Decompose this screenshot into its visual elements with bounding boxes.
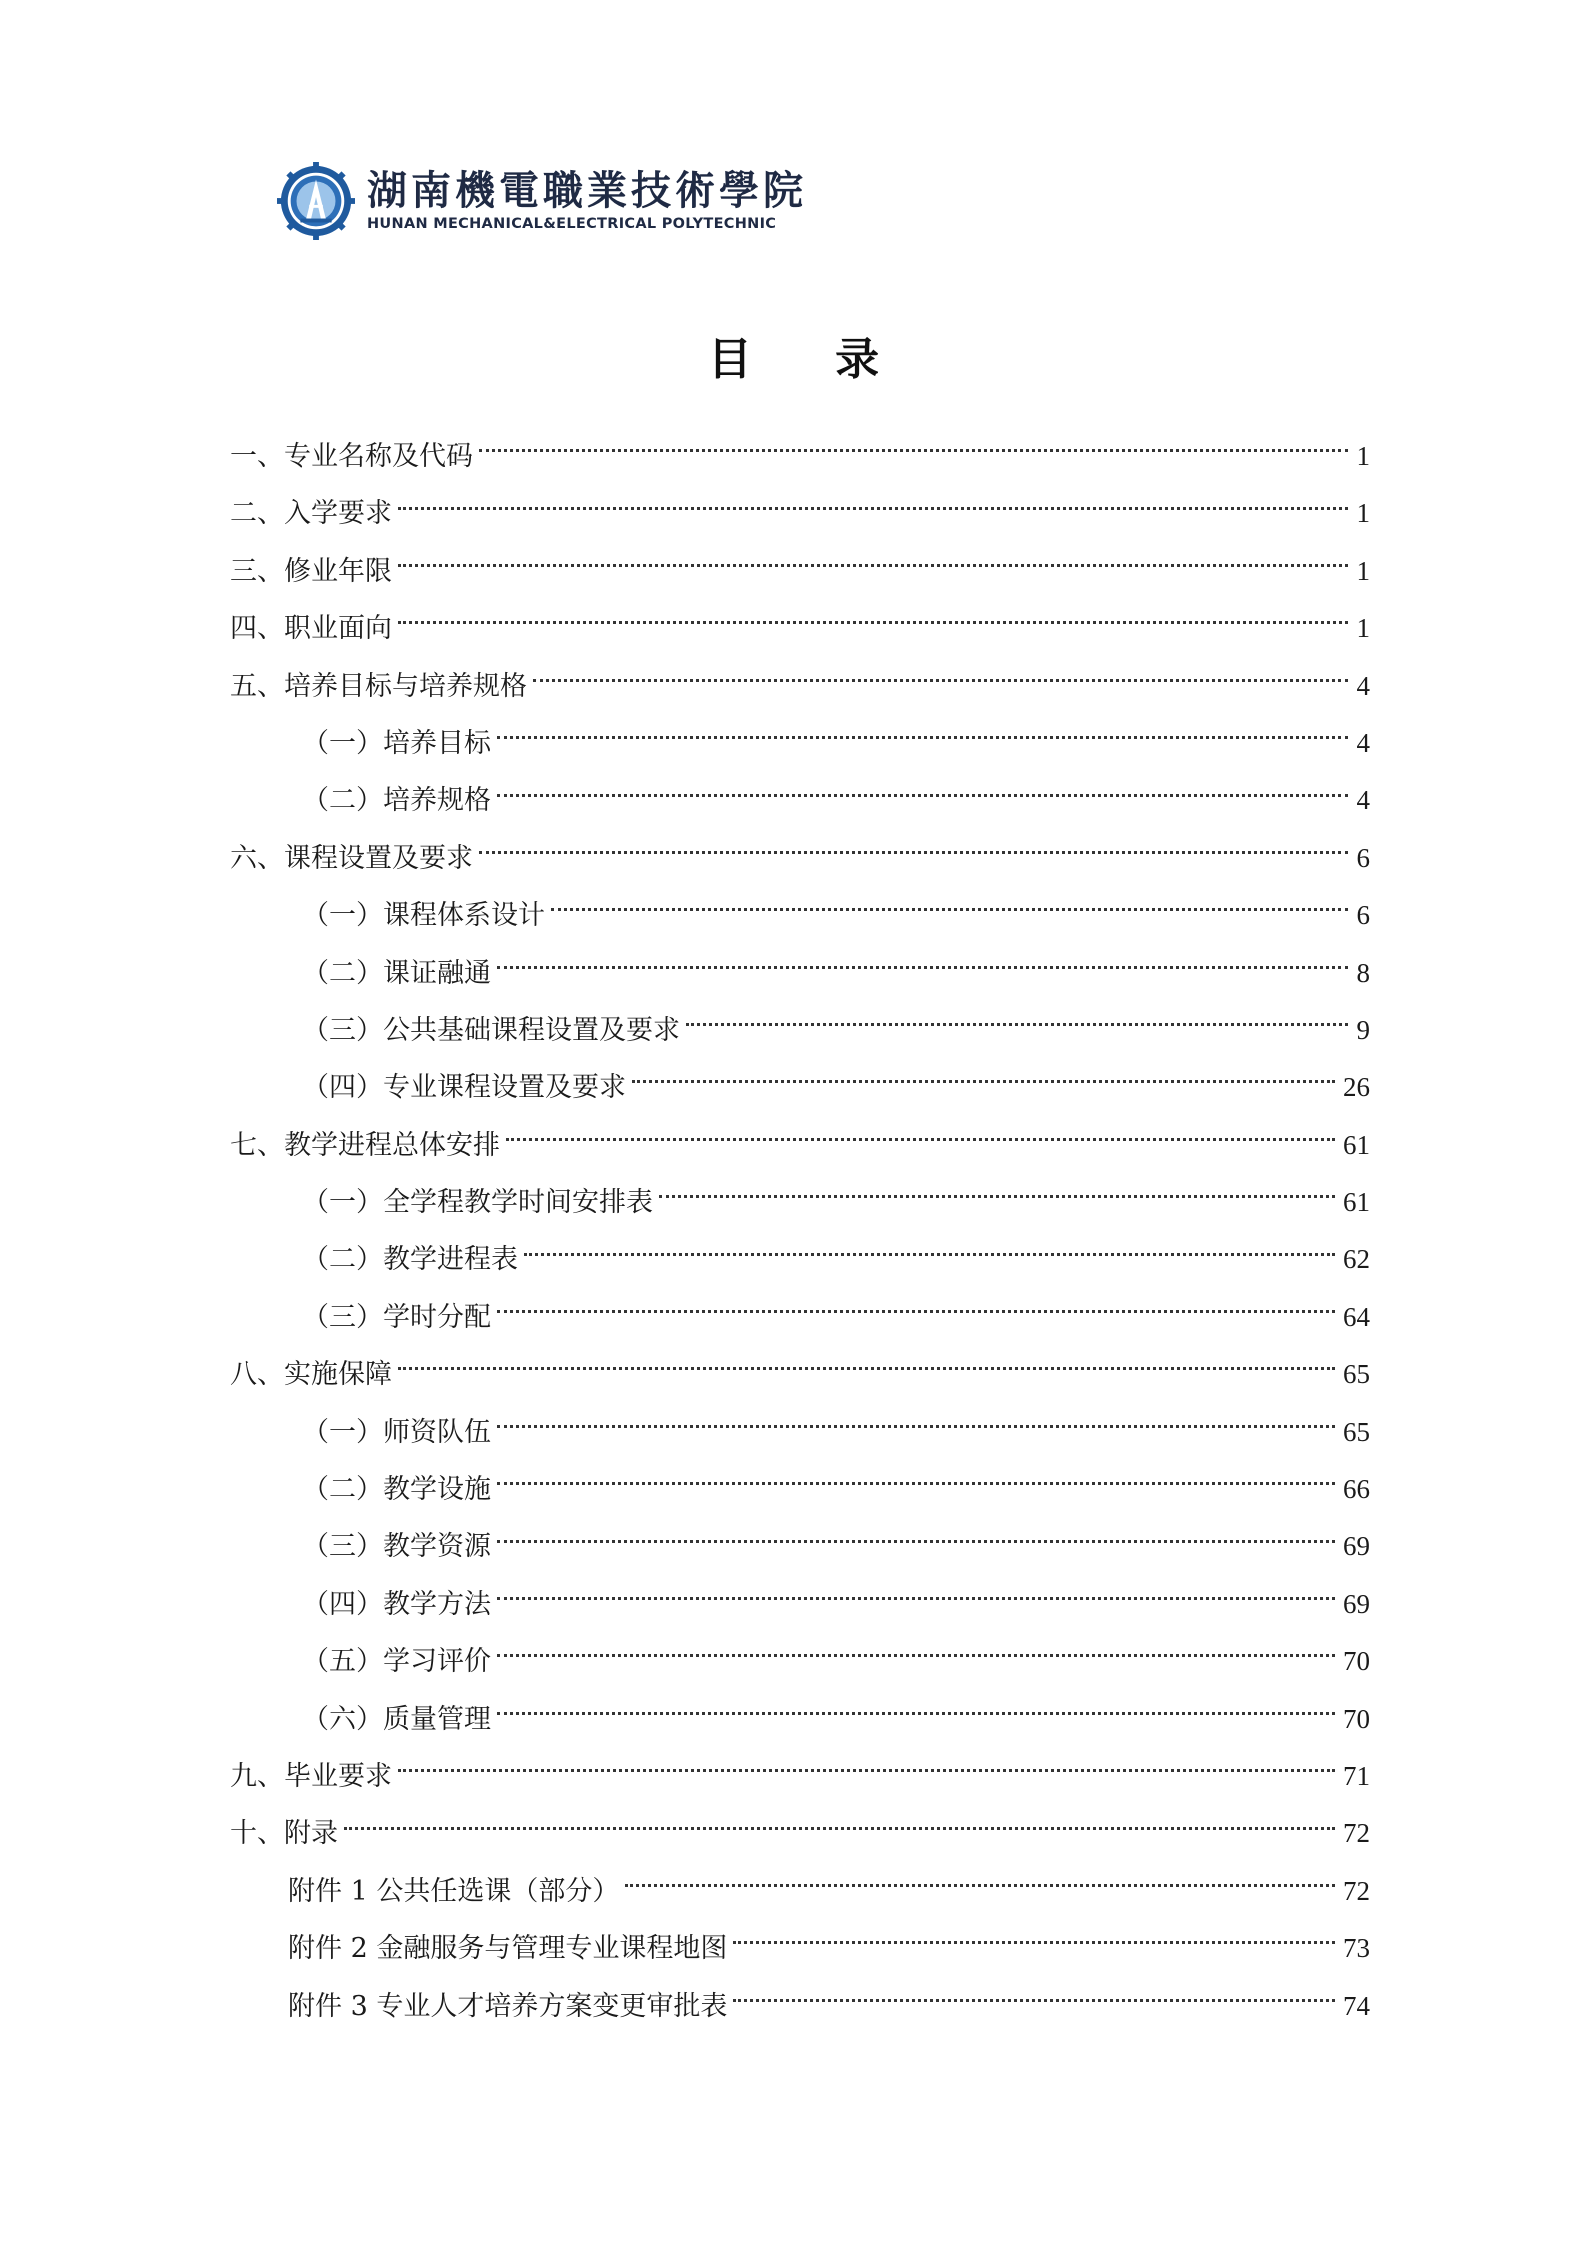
- toc-entry[interactable]: [230, 887, 1370, 944]
- toc-entry[interactable]: [230, 715, 1370, 772]
- toc-entry[interactable]: [230, 428, 1370, 485]
- toc-dot-leader: [398, 621, 1348, 624]
- toc-dot-leader: [497, 1482, 1335, 1485]
- toc-entry-label: （六）质量管理: [302, 1703, 491, 1735]
- toc-page-number: 70: [1343, 1646, 1370, 1677]
- toc-page-number: 6: [1356, 900, 1370, 931]
- toc-dot-leader: [524, 1253, 1335, 1256]
- toc-dot-leader: [733, 1999, 1335, 2002]
- toc-entry-label: （三）学时分配: [302, 1301, 491, 1333]
- toc-entry[interactable]: [230, 1633, 1370, 1690]
- toc-entry-label: 十、附录: [230, 1818, 338, 1850]
- toc-page-number: 26: [1343, 1072, 1370, 1103]
- toc-entry-label: 九、毕业要求: [230, 1760, 392, 1792]
- toc-entry-label: （三）教学资源: [302, 1531, 491, 1563]
- toc-entry-label: 一、专业名称及代码: [230, 441, 473, 472]
- toc-entry[interactable]: [230, 1748, 1370, 1805]
- toc-page-number: 1: [1356, 555, 1370, 586]
- toc-entry-label: 附件 1 公共任选课（部分）: [288, 1875, 620, 1907]
- toc-dot-leader: [398, 1769, 1335, 1772]
- toc-page-number: 1: [1356, 498, 1370, 529]
- toc-page-number: 61: [1343, 1187, 1370, 1218]
- toc-page-number: 64: [1343, 1301, 1370, 1332]
- toc-page-number: 65: [1343, 1359, 1370, 1390]
- toc-entry[interactable]: [230, 1231, 1370, 1288]
- toc-entry[interactable]: [230, 1404, 1370, 1461]
- toc-dot-leader: [506, 1138, 1335, 1141]
- toc-entry[interactable]: [230, 945, 1370, 1002]
- toc-page-number: 65: [1343, 1416, 1370, 1447]
- toc-dot-leader: [497, 1597, 1335, 1600]
- toc-page-number: 73: [1343, 1933, 1370, 1964]
- toc-entry-label: （四）专业课程设置及要求: [302, 1072, 626, 1104]
- toc-entry-label: （一）全学程教学时间安排表: [302, 1187, 653, 1219]
- toc-entry-label: （五）学习评价: [302, 1646, 491, 1678]
- toc-dot-leader: [497, 736, 1348, 739]
- toc-entry[interactable]: [230, 1289, 1370, 1346]
- toc-entry[interactable]: [230, 1920, 1370, 1977]
- toc-entry-label: （二）培养规格: [302, 785, 491, 817]
- college-name-block: [367, 169, 807, 233]
- toc-page-number: 6: [1356, 842, 1370, 873]
- toc-page-number: 69: [1343, 1531, 1370, 1562]
- toc-dot-leader: [497, 794, 1348, 797]
- toc-entry-label: （二）教学进程表: [302, 1244, 518, 1276]
- toc-dot-leader: [659, 1195, 1335, 1198]
- toc-entry-label: 附件 3 专业人才培养方案变更审批表: [288, 1990, 728, 2022]
- toc-page-number: 1: [1356, 441, 1370, 471]
- toc-page-number: 71: [1343, 1760, 1370, 1791]
- toc-entry[interactable]: [230, 543, 1370, 600]
- toc-dot-leader: [497, 1425, 1335, 1428]
- toc-dot-leader: [398, 564, 1348, 567]
- toc-dot-leader: [344, 1827, 1335, 1830]
- toc-dot-leader: [632, 1080, 1335, 1083]
- toc-page-number: 62: [1343, 1244, 1370, 1275]
- toc-page-number: 72: [1343, 1818, 1370, 1849]
- toc-entry-label: 三、修业年限: [230, 555, 392, 587]
- toc-dot-leader: [497, 966, 1348, 969]
- toc-title: 目 录: [707, 334, 914, 385]
- toc-dot-leader: [479, 449, 1348, 452]
- toc-entry[interactable]: [230, 1518, 1370, 1575]
- toc-dot-leader: [625, 1884, 1335, 1887]
- college-name-chinese: 湖南機電職業技術學院: [367, 167, 807, 214]
- toc-page-number: 74: [1343, 1990, 1370, 2021]
- college-emblem-icon: [277, 162, 355, 240]
- toc-entry-label: （一）培养目标: [302, 727, 491, 759]
- toc-dot-leader: [497, 1310, 1335, 1313]
- toc-dot-leader: [551, 908, 1348, 911]
- toc-entry-label: （一）课程体系设计: [302, 900, 545, 932]
- toc-page-number: 4: [1356, 727, 1370, 758]
- toc-entry[interactable]: [230, 485, 1370, 542]
- toc-entry[interactable]: [230, 1805, 1370, 1862]
- table-of-contents: [230, 428, 1370, 2035]
- toc-dot-leader: [398, 1367, 1335, 1370]
- toc-entry[interactable]: [230, 1978, 1370, 2035]
- toc-entry-label: （四）教学方法: [302, 1588, 491, 1620]
- toc-entry-label: 二、入学要求: [230, 498, 392, 530]
- toc-entry-label: 六、课程设置及要求: [230, 842, 473, 874]
- toc-entry-label: 七、教学进程总体安排: [230, 1129, 500, 1161]
- toc-entry-label: 五、培养目标与培养规格: [230, 670, 527, 702]
- toc-entry-label: （一）师资队伍: [302, 1416, 491, 1448]
- toc-entry[interactable]: [230, 1002, 1370, 1059]
- toc-page-number: 4: [1356, 670, 1370, 701]
- toc-entry[interactable]: [230, 1691, 1370, 1748]
- toc-page-number: 1: [1356, 613, 1370, 644]
- toc-dot-leader: [479, 851, 1348, 854]
- toc-entry[interactable]: [230, 1059, 1370, 1116]
- toc-page-number: 9: [1356, 1014, 1370, 1045]
- toc-entry[interactable]: [230, 1576, 1370, 1633]
- toc-page-number: 66: [1343, 1474, 1370, 1505]
- toc-entry[interactable]: [230, 772, 1370, 829]
- toc-entry[interactable]: [230, 600, 1370, 657]
- toc-entry[interactable]: [230, 1461, 1370, 1518]
- toc-page-number: 8: [1356, 957, 1370, 988]
- toc-entry[interactable]: [230, 1346, 1370, 1403]
- college-name-english: HUNAN MECHANICAL&ELECTRICAL POLYTECHNIC: [367, 216, 777, 232]
- toc-entry[interactable]: [230, 1174, 1370, 1231]
- toc-entry[interactable]: [230, 1863, 1370, 1920]
- toc-entry-label: （三）公共基础课程设置及要求: [302, 1014, 680, 1046]
- toc-page-number: 61: [1343, 1129, 1370, 1160]
- toc-entry-label: （二）教学设施: [302, 1474, 491, 1506]
- toc-entry[interactable]: [230, 1117, 1370, 1174]
- toc-dot-leader: [686, 1023, 1348, 1026]
- toc-entry[interactable]: [230, 830, 1370, 887]
- college-header: [277, 160, 807, 242]
- toc-entry[interactable]: [230, 658, 1370, 715]
- toc-dot-leader: [497, 1540, 1335, 1543]
- toc-entry-label: 附件 2 金融服务与管理专业课程地图: [288, 1933, 728, 1965]
- toc-dot-leader: [398, 507, 1348, 510]
- toc-page-number: 4: [1356, 785, 1370, 816]
- toc-dot-leader: [497, 1654, 1335, 1657]
- toc-page-number: 72: [1343, 1875, 1370, 1906]
- toc-page-number: 69: [1343, 1588, 1370, 1619]
- toc-page-number: 70: [1343, 1703, 1370, 1734]
- toc-entry-label: （二）课证融通: [302, 957, 491, 989]
- toc-entry-label: 四、职业面向: [230, 613, 392, 645]
- toc-dot-leader: [733, 1941, 1335, 1944]
- toc-entry-label: 八、实施保障: [230, 1359, 392, 1391]
- toc-dot-leader: [533, 679, 1348, 682]
- toc-dot-leader: [497, 1712, 1335, 1715]
